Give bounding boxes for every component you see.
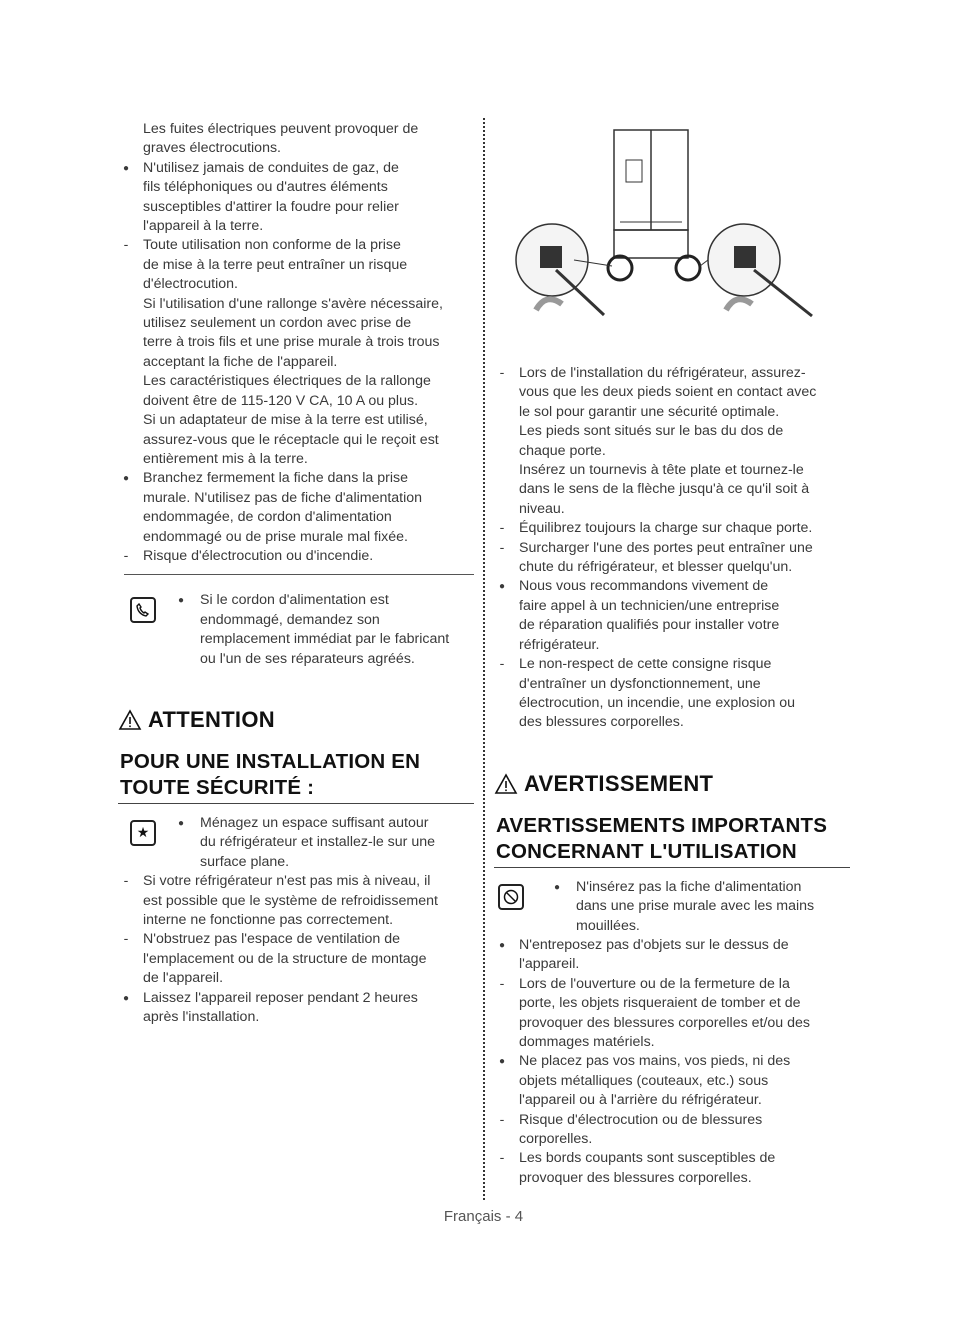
intro-text: Les fuites électriques peuvent provoquer de graves électrocutions. (143, 121, 419, 157)
item-line: assurez-vous que le réceptacle qui le reçoit est (143, 431, 439, 448)
list-marker: - (499, 1150, 505, 1167)
dash-item (494, 519, 850, 538)
list-marker: - (499, 520, 505, 537)
item-line: Lors de l'installation du réfrigérateur, assurez- (519, 365, 806, 381)
list-marker: - (123, 873, 129, 890)
item-line: après l'installation. (143, 1009, 260, 1026)
right-list-2 (494, 936, 850, 1188)
item-line: d'électrocution. (143, 276, 238, 293)
dash-item (494, 364, 850, 519)
item-line: porte, les objets risqueraient de tomber et de (519, 995, 801, 1012)
bullet-marker: ● (554, 881, 561, 893)
item-line: N'entreposez pas d'objets sur le dessus de (519, 936, 789, 953)
item-line: Nous vous recommandons vivement de (519, 578, 769, 595)
item-line: endommagée, de cordon d'alimentation (143, 509, 392, 526)
refrigerator-leveling-illustration (494, 120, 850, 352)
item-line: N'obstruez pas l'espace de ventilation de (143, 931, 401, 948)
right-list (494, 364, 850, 733)
prohibited-icon (498, 884, 524, 910)
item-line: faire appel à un technicien/une entreprise (519, 597, 780, 614)
item-line: provoquer des blessures corporelles. (519, 1169, 752, 1186)
list-marker: ● (498, 581, 506, 593)
item-line: Si un adaptateur de mise à la terre est utilisé, (143, 412, 428, 429)
item-line: Équilibrez toujours la charge sur chaque porte. (519, 520, 813, 537)
item-line: Le non-respect de cette consigne risque (519, 656, 772, 673)
item-line: vous que les deux pieds soient en contact avec (519, 384, 817, 401)
item-line: objets métalliques (couteaux, etc.) sous (519, 1072, 769, 1089)
list-marker: ● (122, 992, 130, 1004)
item-line: Surcharger l'une des portes peut entraîner une (519, 539, 813, 556)
dash-item (118, 930, 474, 988)
note-space: ★ ● Ménagez un espace suffisant autour du réfrigérateur et installez-le sur une surface plane. (118, 814, 474, 872)
warning-triangle-icon (494, 773, 518, 795)
star-icon: ★ (130, 820, 156, 846)
dash-item (118, 236, 474, 469)
item-line: l'appareil à la terre. (143, 218, 264, 235)
item-line: entièrement mis à la terre. (143, 450, 308, 467)
list-marker: - (499, 975, 505, 992)
item-line: chute du réfrigérateur, et blesser quelqu'un. (519, 559, 793, 576)
dash-item (494, 655, 850, 733)
item-line: acceptant la fiche de l'appareil. (143, 353, 338, 370)
list-marker: ● (498, 1056, 506, 1068)
item-line: dommages matériels. (519, 1033, 655, 1050)
item-line: Branchez fermement la fiche dans la prise (143, 470, 408, 487)
item-line: corporelles. (519, 1131, 593, 1147)
item-line: le sol pour garantir une sécurité optimale. (519, 403, 780, 420)
item-line: Risque d'électrocution ou d'incendie. (143, 547, 374, 564)
item-line: l'appareil ou à l'arrière du réfrigérateur. (519, 1092, 762, 1109)
item-line: Toute utilisation non conforme de la prise (143, 237, 401, 254)
bullet-marker: ● (178, 595, 185, 607)
item-line: dans le sens de la flèche jusqu'à ce qu'il soit à (519, 481, 810, 498)
item-line: l'emplacement ou de la structure de montage (143, 950, 427, 967)
list-marker: ● (498, 939, 506, 951)
dash-item (494, 539, 850, 578)
bullet-item (494, 936, 850, 975)
item-line: électrocution, un incendie, une explosion ou (519, 694, 796, 711)
item-line: interne ne fonctionne pas correctement. (143, 912, 394, 928)
list-marker: - (499, 1111, 505, 1128)
item-line: de l'appareil. (143, 970, 224, 987)
list-marker: - (499, 365, 505, 381)
item-line: des blessures corporelles. (519, 714, 684, 731)
bullet-item (118, 159, 474, 237)
list-marker: - (123, 237, 129, 254)
list-marker: ● (122, 473, 130, 485)
item-line: niveau. (519, 500, 565, 517)
bullet-item (494, 577, 850, 655)
item-line: murale. N'utilisez pas de fiche d'alimentation (143, 489, 423, 506)
page-footer: Français - 4 (443, 1208, 524, 1225)
installation-subtitle: POUR UNE INSTALLATION EN TOUTE SÉCURITÉ : (120, 749, 421, 799)
item-line: Les bords coupants sont susceptibles de (519, 1150, 776, 1167)
item-line: de mise à la terre peut entraîner un risque (143, 256, 408, 273)
left-list (118, 159, 474, 567)
bullet-marker: ● (178, 817, 185, 829)
item-line: utilisez seulement un cordon avec prise de (143, 315, 412, 332)
item-line: Les caractéristiques électriques de la rallonge (143, 373, 431, 390)
item-line: l'appareil. (519, 956, 580, 973)
dash-item (118, 547, 474, 566)
list-marker: - (499, 539, 505, 556)
item-line: de réparation qualifiés pour installer votre (519, 617, 780, 634)
dash-item (118, 872, 474, 930)
item-line: Si l'utilisation d'une rallonge s'avère nécessaire, (143, 295, 443, 312)
section-divider (124, 574, 474, 575)
subtitle-rule (118, 803, 474, 804)
phone-icon (130, 597, 156, 623)
item-line: Les pieds sont situés sur le bas du dos de (519, 423, 784, 440)
usage-subtitle: AVERTISSEMENTS IMPORTANTS CONCERNANT L'UTILISATION (496, 813, 828, 863)
item-line: est possible que le système de refroidissement (143, 892, 438, 909)
avertissement-heading: AVERTISSEMENT (494, 773, 850, 795)
left-column (118, 120, 474, 1027)
subtitle-rule (494, 867, 850, 868)
item-line: Risque d'électrocution ou de blessures (519, 1111, 763, 1128)
item-line: Insérez un tournevis à tête plate et tournez-le (519, 462, 804, 479)
item-line: doivent être de 115-120 V CA, 10 A ou plus. (143, 392, 419, 409)
item-line: Laissez l'appareil reposer pendant 2 heures (143, 989, 418, 1006)
column-divider (483, 118, 485, 1200)
list-marker: - (123, 931, 129, 948)
list-marker: - (123, 547, 129, 564)
item-line: terre à trois fils et une prise murale à trois trous (143, 334, 440, 351)
item-line: provoquer des blessures corporelles et/ou des (519, 1014, 811, 1031)
bullet-item (118, 989, 474, 1028)
note-wet-hands: ● N'insérez pas la fiche d'alimentation dans une prise murale avec les mains mouillées. (494, 878, 850, 936)
item-line: d'entraîner un dysfonctionnement, une (519, 675, 761, 692)
item-line: fils téléphoniques ou d'autres éléments (143, 179, 388, 196)
item-line: Ne placez pas vos mains, vos pieds, ni des (519, 1053, 791, 1070)
item-line: chaque porte. (519, 442, 606, 459)
left-list-2 (118, 872, 474, 1027)
item-line: N'utilisez jamais de conduites de gaz, de (143, 159, 399, 176)
attention-heading: ATTENTION (118, 709, 474, 731)
dash-item (494, 1111, 850, 1150)
bullet-item (494, 1052, 850, 1110)
list-marker: ● (122, 162, 130, 174)
dash-item (494, 975, 850, 1053)
item-line: réfrigérateur. (519, 636, 600, 653)
warning-triangle-icon (118, 709, 142, 731)
item-line: Lors de l'ouverture ou de la fermeture de la (519, 975, 790, 992)
item-line: endommagé ou de prise murale mal fixée. (143, 528, 408, 545)
item-line: susceptibles d'attirer la foudre pour relier (143, 198, 399, 215)
note-power-cord: ● Si le cordon d'alimentation est endommagé, demandez son remplacement immédiat par le fabricant ou l'un de ses réparateurs agréés. (118, 591, 474, 669)
list-marker: - (499, 656, 505, 673)
item-line: Si votre réfrigérateur n'est pas mis à niveau, il (143, 873, 431, 890)
dash-item (494, 1149, 850, 1188)
bullet-item (118, 469, 474, 547)
right-column (494, 120, 850, 1188)
